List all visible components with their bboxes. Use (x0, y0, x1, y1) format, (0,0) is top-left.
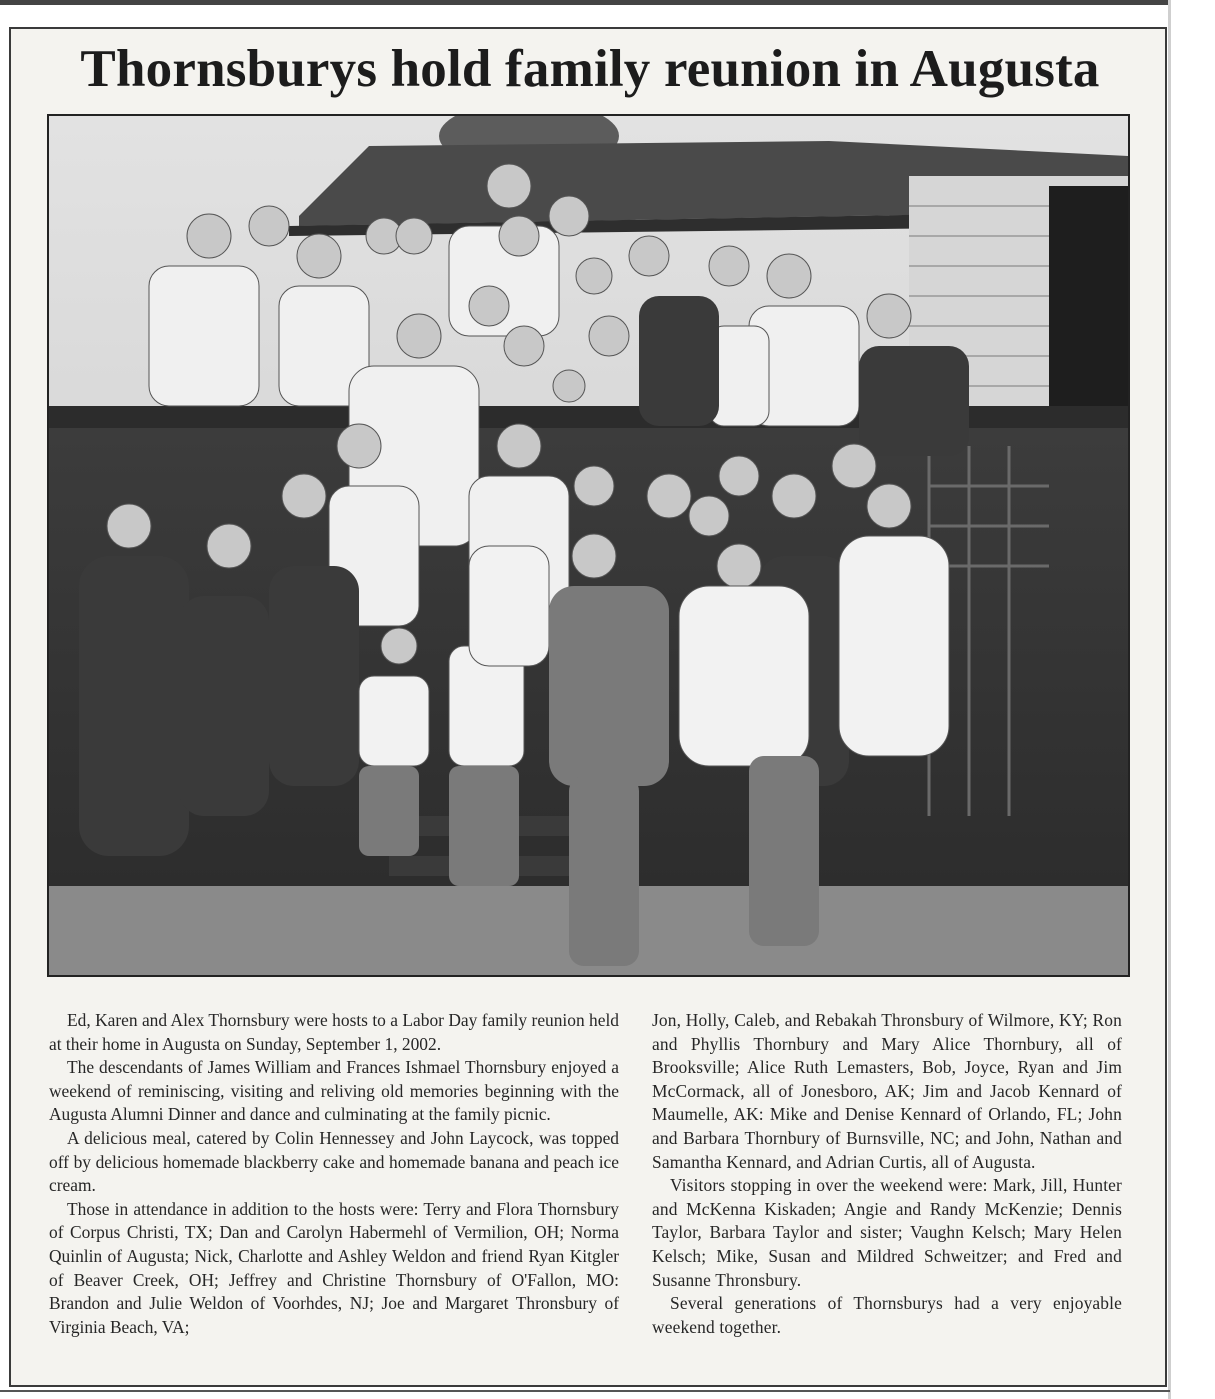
paragraph: A delicious meal, catered by Colin Hennessey and John Laycock, was topped off by delicious homemade blackberry cake and homemade banana and peach ice cream. (49, 1127, 619, 1196)
article-column-right (652, 1009, 1122, 1339)
article-column-left (49, 1009, 619, 1339)
paragraph: Ed, Karen and Alex Thornsbury were hosts to a Labor Day family reunion held at their home in Augusta on Sunday, September 1, 2002. (49, 1010, 619, 1054)
newspaper-clipping (9, 27, 1167, 1387)
page-top-rule (0, 0, 1170, 5)
paragraph: Jon, Holly, Caleb, and Rebakah Thronsbury of Wilmore, KY; Ron and Phyllis Thornbury and Mary Alice Thornbury, all of Brooksville; Alice Ruth Lemasters, Bob, Joyce, Ryan and Jim McCormack, all of Jonesboro, AK; Jim and Jacob Kennard of Maumelle, AK: Mike and Denise Kennard of Orlando, FL; John and Barbara Thornbury of Burnsville, NC; and John, Nathan and Samantha Kennard, and Adrian Curtis, all of Augusta. (652, 1010, 1122, 1172)
page-edge (1168, 0, 1171, 1399)
paragraph: The descendants of James William and Frances Ishmael Thornsbury enjoyed a weekend of reminiscing, visiting and reliving old memories beginning with the Augusta Alumni Dinner and dance and culminating at the family picnic. (49, 1057, 619, 1125)
paragraph: Several generations of Thornsburys had a very enjoyable weekend together. (652, 1293, 1122, 1337)
paragraph: Those in attendance in addition to the hosts were: Terry and Flora Thornsbury of Corpus Christi, TX; Dan and Carolyn Habermehl of Vermilion, OH; Norma Quinlin of Augusta; Nick, Charlotte and Ashley Weldon and friend Ryan Kitgler of Beaver Creek, OH; Jeffrey and Christine Thornsbury of O'Fallon, MO: Brandon and Julie Weldon of Voorhdes, NJ; Joe and Margaret Thronsbury of Virginia Beach, VA; (49, 1198, 619, 1337)
page-bottom-rule (0, 1390, 1170, 1392)
headline: Thornsburys hold family reunion in Augusta (80, 40, 1100, 98)
paragraph: Visitors stopping in over the weekend were: Mark, Jill, Hunter and McKenna Kiskaden; Angie and Randy McKenzie; Dennis Taylor, Barbara Taylor and sister; Vaughn Kelsch; Mary Helen Kelsch; Mike, Susan and Mildred Schweitzer; and Fred and Susanne Thronsbury. (652, 1175, 1122, 1290)
group-photo (47, 114, 1130, 977)
